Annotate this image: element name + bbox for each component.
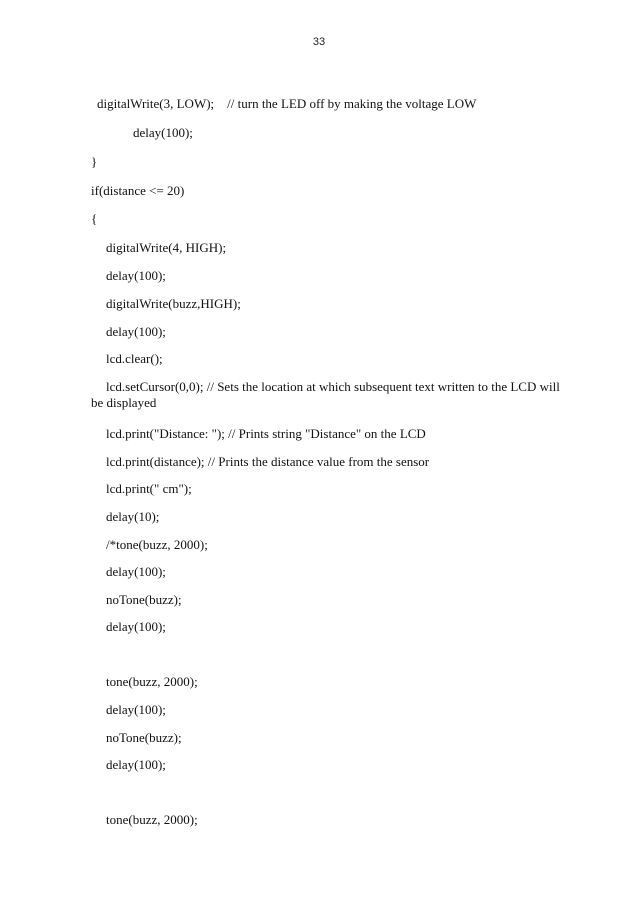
code-line-close-brace: } (91, 154, 98, 169)
code-line-digitalwrite-high: digitalWrite(4, HIGH); (106, 240, 227, 255)
code-line-lcd-setcursor: lcd.setCursor(0,0); // Sets the location at which subsequent text written to the LCD will be displayed (91, 379, 560, 410)
code-line-delay: delay(100); (133, 125, 193, 140)
code-line-tone: tone(buzz, 2000); (106, 812, 198, 827)
code-line-delay: delay(100); (106, 757, 166, 772)
code-line-delay: delay(100); (106, 619, 166, 634)
code-line-open-brace: { (91, 211, 98, 226)
code-line-notone: noTone(buzz); (106, 730, 182, 745)
code-line-digitalwrite-low: digitalWrite(3, LOW); // turn the LED off by making the voltage LOW (97, 96, 477, 111)
code-line-digitalwrite-buzz: digitalWrite(buzz,HIGH); (106, 296, 241, 311)
code-line-tone: tone(buzz, 2000); (106, 674, 198, 689)
code-line-notone: noTone(buzz); (106, 592, 182, 607)
code-line-lcd-print-label: lcd.print("Distance: "); // Prints string "Distance" on the LCD (106, 426, 426, 441)
code-line-delay: delay(100); (106, 324, 166, 339)
code-line-lcd-print-distance: lcd.print(distance); // Prints the distance value from the sensor (106, 454, 430, 469)
code-line-lcd-print-cm: lcd.print(" cm"); (106, 481, 192, 496)
code-line-delay: delay(100); (106, 702, 166, 717)
code-line-delay: delay(100); (106, 268, 166, 283)
code-line-if-distance: if(distance <= 20) (91, 183, 185, 198)
code-line-delay-10: delay(10); (106, 509, 160, 524)
page-number: 33 (312, 36, 326, 48)
code-line-lcd-clear: lcd.clear(); (106, 351, 163, 366)
code-line-delay: delay(100); (106, 564, 166, 579)
code-line-comment-tone: /*tone(buzz, 2000); (106, 537, 208, 552)
